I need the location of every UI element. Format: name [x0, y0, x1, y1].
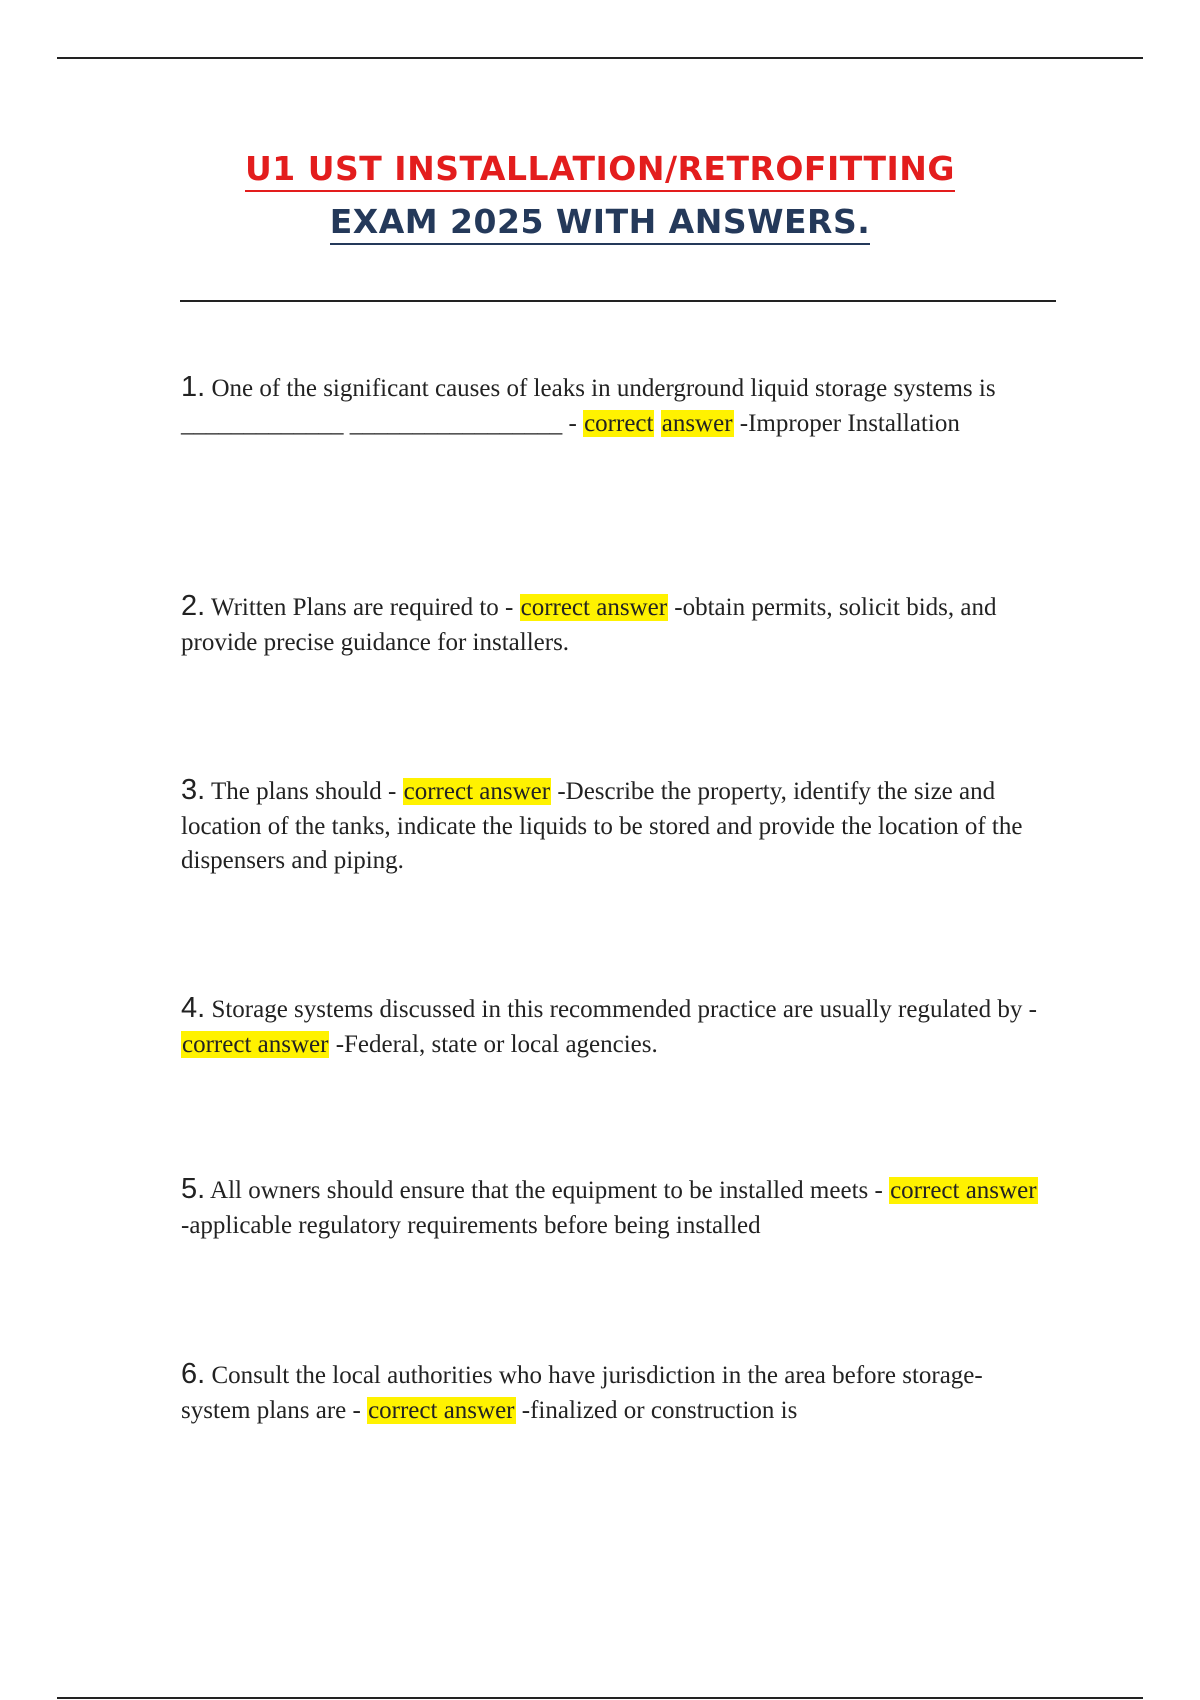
marker-gap — [654, 410, 660, 437]
document-title — [0, 149, 1200, 192]
title-line-2: EXAM 2025 WITH ANSWERS. — [330, 202, 871, 245]
question-number: 2. — [181, 590, 206, 622]
question-prompt: Storage systems discussed in this recommended practice are usually regulated by - — [205, 996, 1037, 1023]
correct-answer-marker: correct answer — [368, 1396, 515, 1424]
question-number: 1. — [181, 371, 206, 403]
question-5 — [181, 1172, 1041, 1243]
question-number: 4. — [181, 992, 206, 1024]
question-prompt: All owners should ensure that the equipment to be installed meets - — [205, 1177, 890, 1204]
question-answer: -applicable regulatory requirements before being installed — [181, 1211, 761, 1239]
question-6 — [181, 1357, 1041, 1428]
question-prompt: Written Plans are required to - — [205, 594, 520, 621]
correct-answer-marker: correct — [584, 409, 654, 437]
question-answer: -finalized or construction is — [515, 1396, 798, 1424]
title-separator — [180, 300, 1056, 302]
question-number: 6. — [181, 1358, 206, 1390]
header-rule — [57, 57, 1143, 59]
correct-answer-marker: correct answer — [520, 594, 668, 621]
correct-answer-marker: correct answer — [182, 1030, 329, 1058]
question-answer: -Describe the property, identify the size and location of the tanks, indicate the liquids to be stored and provide the location of the dispensers and piping. — [181, 778, 1023, 874]
correct-answer-marker: correct answer — [403, 778, 551, 805]
question-answer: -Federal, state or local agencies. — [329, 1030, 658, 1058]
question-3 — [181, 773, 1041, 879]
title-line-1: U1 UST INSTALLATION/RETROFITTING — [245, 149, 955, 192]
question-answer: -Improper Installation — [733, 409, 960, 437]
correct-answer-marker: correct answer — [890, 1177, 1037, 1204]
question-prompt: Consult the local authorities who have jurisdiction in the area before storage-system plans are - — [181, 1362, 983, 1424]
question-answer: -obtain permits, solicit bids, and provide precise guidance for installers. — [181, 594, 997, 656]
question-number: 3. — [181, 774, 206, 806]
correct-answer-marker: answer — [661, 409, 733, 437]
question-prompt: One of the significant causes of leaks in underground liquid storage systems is _____________ _________________ - — [181, 375, 996, 437]
question-1 — [181, 370, 1041, 441]
question-prompt: The plans should - — [205, 778, 403, 805]
question-2 — [181, 589, 1041, 660]
footer-rule — [57, 1697, 1143, 1699]
question-number: 5. — [181, 1173, 206, 1205]
question-4 — [181, 991, 1041, 1062]
document-subtitle — [0, 202, 1200, 245]
